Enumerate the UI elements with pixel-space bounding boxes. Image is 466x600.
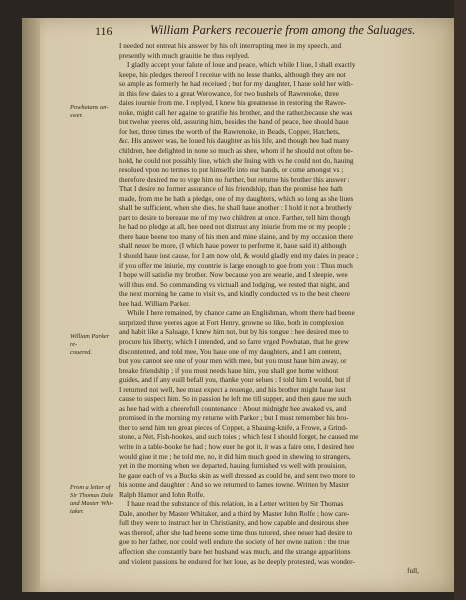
text-line: I should haue iust cause, for I am now old, & would gladly end my daies in peace ; [119, 252, 359, 261]
text-line: yet in the morning when we departed, hauing furnished vs well with prouision, [119, 462, 347, 471]
text-line: I hope will satisfie my brother. Now because you are wearie, and I sleepie, wee [119, 271, 348, 280]
text-line: in this few daies to a great Werowance, for two bushels of Rawrenoke, three [119, 89, 339, 98]
text-line: was thereof, after she had beene some time thus tutored, shee neuer had desire to [119, 528, 353, 537]
margin-note-letter-source: From a letter of Sir Thomas Dale and Master Whi- taker. [70, 484, 114, 515]
text-line: noke, might call her againe to gratifie his brother, and the rather,because she was [119, 108, 353, 117]
text-line: and violent passions he endured for her loue, as he deeply protested, was wonder- [119, 557, 355, 566]
text-line: the next morning he came to visit vs, and kindly conducted vs to the best cheere [119, 290, 350, 299]
text-line: there haue beene too many of his men and mine slaine, and by my occasion there [119, 232, 353, 241]
text-line: as hee had with a cheerefull countenance : About midnight hee awaked vs, and [119, 404, 347, 413]
text-line: presently with much grauitie he thus replyed. [119, 51, 250, 60]
text-line: hold, he could not possibly liue, which she liuing with vs he could not do, hauing [119, 156, 354, 165]
text-line: part to desire to bereaue me of my two children at once. Farther, tell him though [119, 213, 351, 222]
text-line: will thus end. So commanding vs victuall and lodging, we rested that night, and [119, 280, 350, 289]
text-line: but twelue yeeres old, assuring him, besides the band of peace, hee should haue [119, 118, 349, 127]
text-line: While I here remained, by chance came an Englishman, whom there had beene [127, 309, 355, 318]
text-line: ther to send him ten great pieces of Copper, a Shauing-knife, a Frowe, a Grind- [119, 423, 348, 432]
text-line: That I desire no former assurance of his friendship, than the promise hee hath [119, 185, 343, 194]
text-line: resolued vpon no termes to put himselfe into our hands, or come amongst vs ; [119, 166, 344, 175]
text-line: write in a table-booke he had ; how euer he got it, it was a faire one, I desired hee [119, 442, 355, 451]
text-line: promised in the morning my returne with Parker ; but I must remember his bro- [119, 414, 349, 423]
text-line: if you offer me iniurie, my countrie is large enough to goe from you : Thus much [119, 261, 353, 270]
text-line: stone, a Net, Fish-hookes, and such toies ; which lest I should forget, he caused me [119, 433, 359, 442]
text-line: surprized three yeeres agoe at Fort Henry, growne so like, both in complexion [119, 318, 344, 327]
text-line: &c. His answer was, he loued his daughter as his life, and though hee had many [119, 137, 350, 146]
text-line: breake friendship ; if you must needs haue him, you shall goe home without [119, 366, 339, 375]
text-line: Dale, another by Master Whitaker, and a third by Master Iohn Rolfe ; how care- [119, 509, 350, 518]
text-line: would giue it me ; he told me, no, it did him much good in shewing to strangers, [119, 452, 351, 461]
text-line: he gaue each of vs a Bucks skin as well dressed as could be, and sent two more to [119, 471, 355, 480]
text-line: daies iournie from me. I replyed, I knew his greatnesse in restoring the Rawre- [119, 99, 347, 108]
text-line: I gladly accept your falute of loue and peace, which while I liue, I shall exactly [127, 61, 356, 70]
margin-note-powhatan-answer: Powhatans an- swer. [70, 104, 109, 119]
text-line: he had no pledge at all, hee need not distrust any iniurie from me or my people ; [119, 223, 351, 232]
text-line: I needed not entreat his answer by his oft interrupting mee in my speech, and [119, 42, 342, 50]
text-line: discontented, and told mee, You haue one of my daughters, and I am content, [119, 347, 342, 356]
text-line: children, hee delighted in none so much as shee, whom if he should not often be- [119, 147, 353, 156]
book-edge [454, 0, 466, 600]
text-line: I haue read the substance of this relation, in a Letter written by Sir Thomas [127, 500, 344, 509]
text-line: I returned not well, hee must expect a reuenge, and his brother might haue iust [119, 385, 346, 394]
running-title: William Parkers recouerie from among the Saluages. [150, 23, 416, 37]
page-number: 116 [95, 24, 113, 38]
text-line: affection she constantly bare her husband was much, and the strange apparitions [119, 547, 351, 556]
text-line: so ample as formerly he had receiued ; but for my daughter, I haue sold her with- [119, 80, 354, 89]
text-line: goe to her father, nor could well endure the society of her owne nation : the true [119, 538, 350, 547]
page-header [95, 24, 435, 44]
text-line: shall be sufficient, when she dies, he shall haue another : I hold it not a brotherly [119, 204, 353, 213]
text-line: cause to suspect him. So in passion he left me till supper, and then gaue me such [119, 395, 352, 404]
text-line: his sonne and daughter : And so we returned to Iames towne. Written by Master [119, 481, 350, 490]
binding-gutter [22, 18, 40, 592]
margin-note-parker-recovered: William Parker re- couered. [70, 333, 110, 356]
text-line: but you cannot see one of your men with mee, but you must haue him away, or [119, 357, 347, 366]
text-line: therefore desired me to vrge him no further, but returne his brother this answer : [119, 175, 350, 184]
text-line: keepe, his pledges thereof I receiue with no lesse thanks, although they are not [119, 70, 346, 79]
text-line: and habit like a Saluage, I knew him not, but by his tongue : hee desired mee to [119, 328, 349, 337]
body-text [119, 42, 419, 577]
text-line: shall neuer be more, (I which haue power to performe it, haue said it) although [119, 242, 347, 251]
text-line: full, [407, 567, 419, 576]
text-line: guides, and if any euill befall you, thanke your selues : I told him I would, but if [119, 376, 351, 385]
text-line: procure his liberty, which I intended, and so farre vrged Powhatan, that he grew [119, 337, 349, 346]
text-line: hee had. William Parker. [119, 299, 191, 308]
text-line: made, from me he hath a pledge, one of my daughters, which so long as she liues [119, 194, 354, 203]
text-line: Ralph Hamor and Iohn Rolfe. [119, 490, 205, 499]
text-line: full they were to instruct her in Christianity, and how capable and desirous shee [119, 519, 349, 528]
text-line: for her, three times the worth of the Rawrenoke, in Beads, Copper, Hatchets, [119, 127, 340, 136]
